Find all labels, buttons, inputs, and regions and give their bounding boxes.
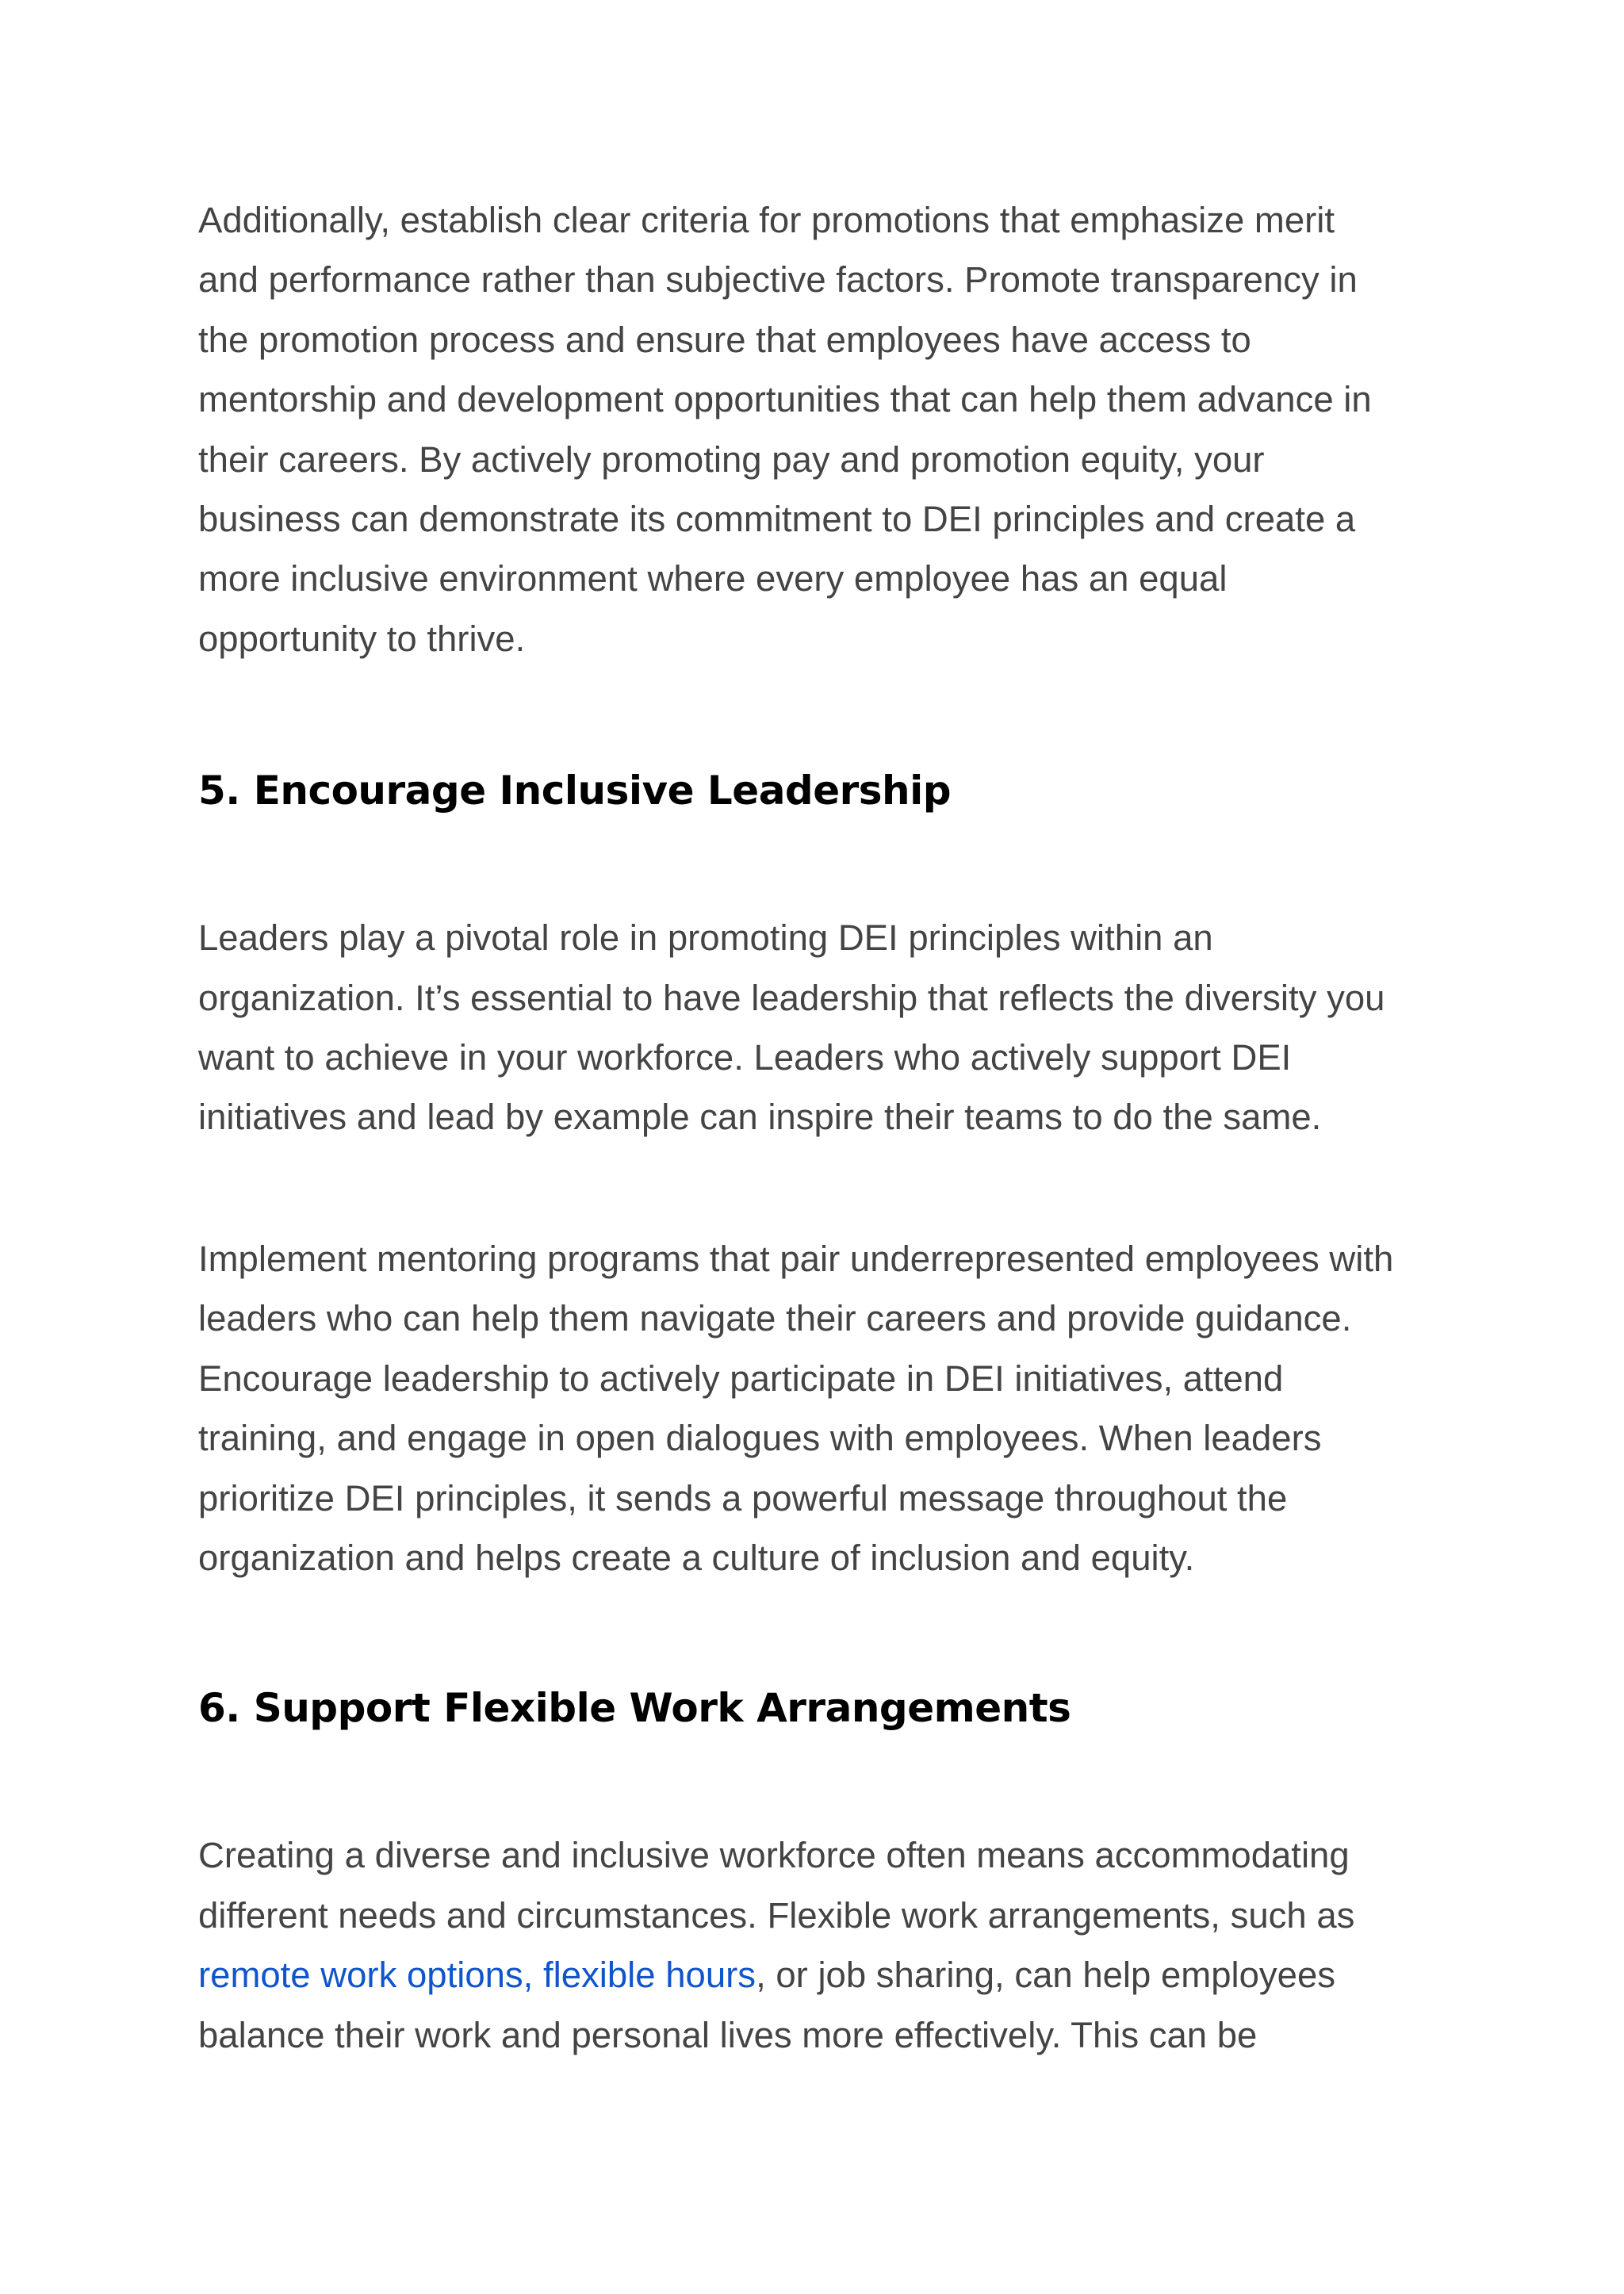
text-line: and performance rather than subjective factors. Promote transparency in bbox=[198, 259, 1358, 301]
text-line: Creating a diverse and inclusive workforce often means accommodating bbox=[198, 1835, 1350, 1876]
text-line: business can demonstrate its commitment to DEI principles and create a bbox=[198, 499, 1356, 540]
paragraph-mentoring-programs bbox=[198, 1229, 1435, 1587]
paragraph-flexible-arrangements bbox=[198, 1825, 1435, 2065]
text-line: Leaders play a pivotal role in promoting DEI principles within an bbox=[198, 917, 1213, 959]
text-line: want to achieve in your workforce. Leaders who actively support DEI bbox=[198, 1037, 1292, 1078]
paragraph-leaders-role bbox=[198, 908, 1435, 1147]
text-line: Encourage leadership to actively participate in DEI initiatives, attend bbox=[198, 1358, 1284, 1399]
text-line: organization. It’s essential to have leadership that reflects the diversity you bbox=[198, 977, 1385, 1018]
document-page bbox=[198, 190, 1435, 2065]
text-line: Additionally, establish clear criteria for promotions that emphasize merit bbox=[198, 200, 1335, 240]
text-line: training, and engage in open dialogues with employees. When leaders bbox=[198, 1418, 1322, 1459]
text-line: their careers. By actively promoting pay and promotion equity, your bbox=[198, 439, 1265, 480]
paragraph-pay-promotion-equity bbox=[198, 190, 1435, 668]
remote-work-flexible-hours-link[interactable]: remote work options, flexible hours bbox=[198, 1955, 756, 1996]
text-line: mentorship and development opportunities that can help them advance in bbox=[198, 379, 1372, 420]
text-after-link: , or job sharing, can help employees bbox=[756, 1955, 1336, 1996]
text-line: Implement mentoring programs that pair underrepresented employees with bbox=[198, 1238, 1394, 1279]
text-line: different needs and circumstances. Flexible work arrangements, such as bbox=[198, 1894, 1355, 1936]
text-line: prioritize DEI principles, it sends a powerful message throughout the bbox=[198, 1477, 1288, 1518]
text-line: more inclusive environment where every employee has an equal bbox=[198, 558, 1228, 599]
text-line-with-link bbox=[198, 1945, 1435, 2005]
text-line: organization and helps create a culture of inclusion and equity. bbox=[198, 1537, 1195, 1578]
text-line: the promotion process and ensure that employees have access to bbox=[198, 319, 1251, 360]
text-line: opportunity to thrive. bbox=[198, 618, 526, 659]
text-line: balance their work and personal lives more effectively. This can be bbox=[198, 2014, 1258, 2055]
text-line: leaders who can help them navigate their careers and provide guidance. bbox=[198, 1298, 1352, 1339]
section-heading-inclusive-leadership: 5. Encourage Inclusive Leadership bbox=[198, 768, 952, 814]
text-line: initiatives and lead by example can inspire their teams to do the same. bbox=[198, 1097, 1322, 1138]
section-heading-flexible-work: 6. Support Flexible Work Arrangements bbox=[198, 1685, 1071, 1732]
